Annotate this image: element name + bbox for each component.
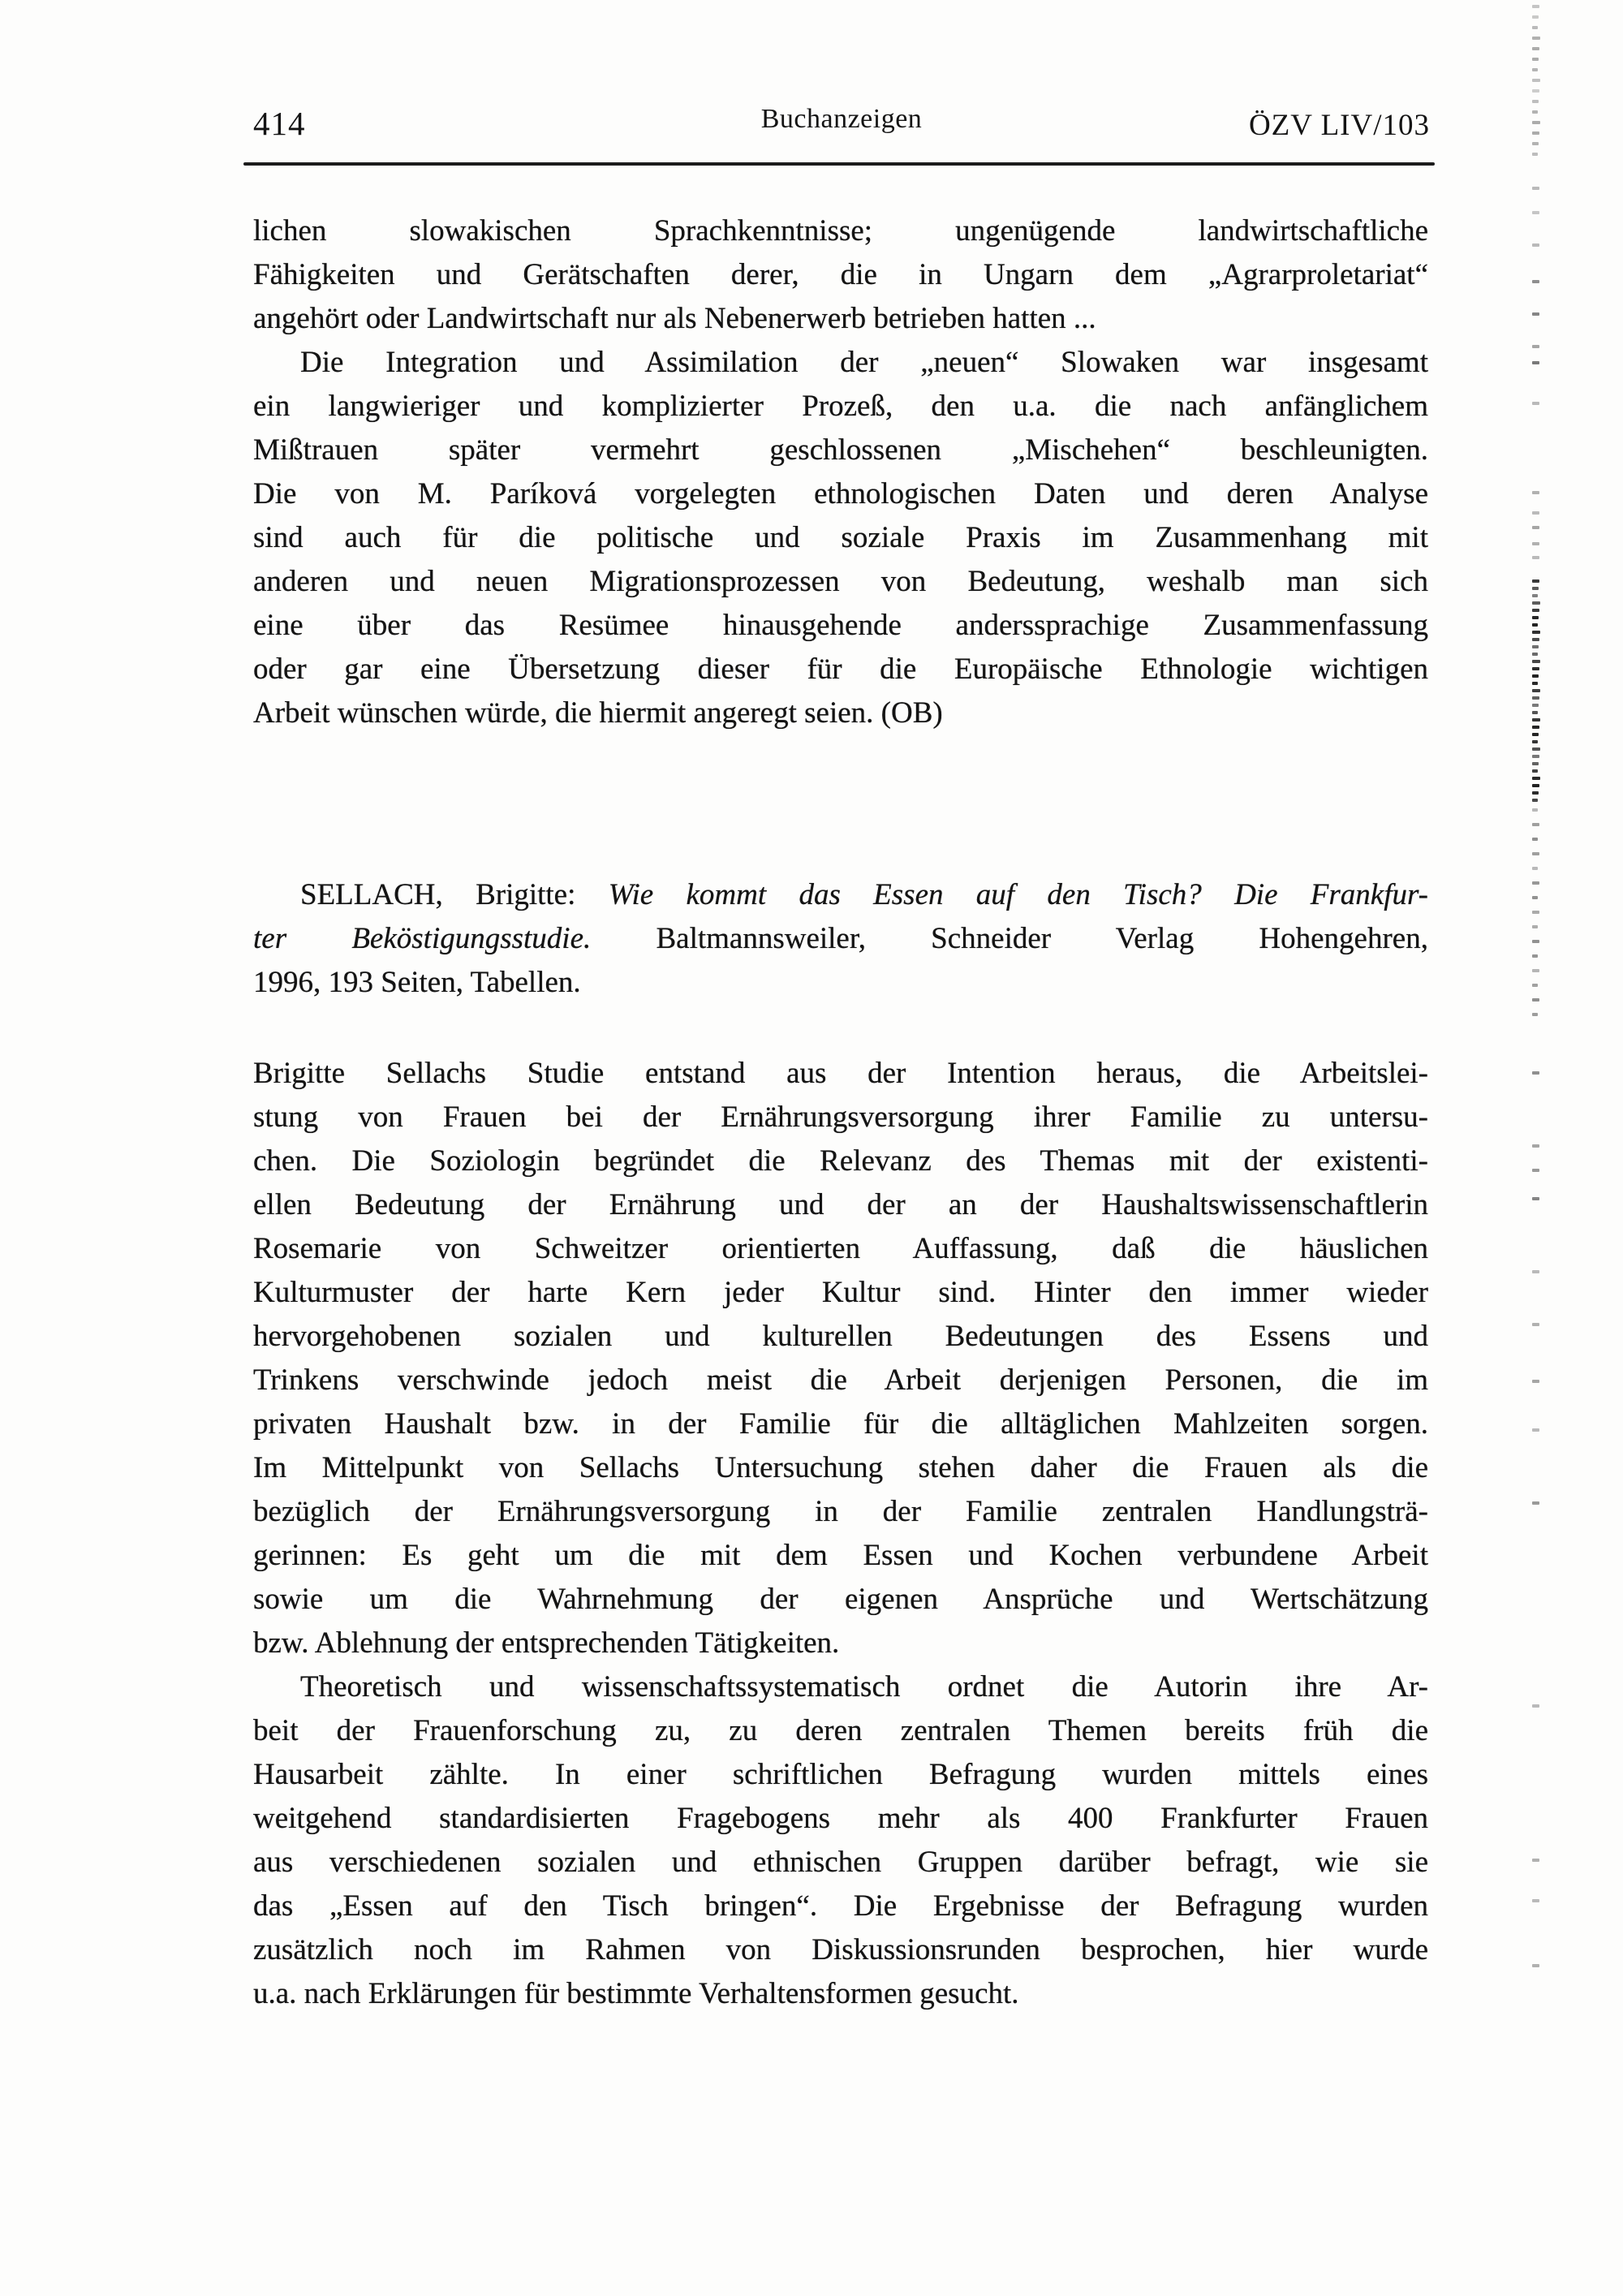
text-line [253, 341, 1428, 385]
scan-noise-mark [1532, 777, 1540, 780]
text-line [253, 1753, 1428, 1797]
text-segment: Baltmannsweiler, Schneider Verlag Hohengehren, [591, 922, 1428, 955]
text-segment: SELLACH, Brigitte: [300, 878, 609, 911]
text-line [253, 1578, 1428, 1622]
scan-noise-mark [1532, 667, 1539, 670]
text-column [253, 209, 1428, 2016]
text-segment: Die Integration und Assimilation der „neuen“ Slowaken war insgesamt [300, 346, 1428, 379]
scan-noise-mark [1532, 954, 1538, 958]
text-segment: gerinnen: Es geht um die mit dem Essen und Kochen verbundene Arbeit [253, 1539, 1428, 1572]
text-line [253, 961, 1428, 1005]
scan-noise-mark [1532, 682, 1538, 685]
scan-edge-artifacts [1532, 0, 1542, 2296]
text-segment: Hausarbeit zählte. In einer schriftlichen Befragung wurden mittels eines [253, 1758, 1428, 1791]
text-line [253, 1841, 1428, 1885]
scan-noise-mark [1532, 243, 1539, 247]
scan-noise-mark [1532, 799, 1538, 802]
scan-noise-mark [1532, 131, 1539, 135]
text-segment: bezüglich der Ernährungsversorgung in der Familie zentralen Handlungsträ- [253, 1495, 1428, 1528]
text-line [253, 1052, 1428, 1096]
scan-noise-mark [1532, 616, 1539, 619]
scan-noise-mark [1532, 526, 1539, 529]
scan-noise-mark [1532, 142, 1539, 145]
text-line [253, 648, 1428, 691]
scan-noise-mark [1532, 79, 1540, 82]
text-line [253, 472, 1428, 516]
scan-noise-mark [1532, 312, 1539, 316]
text-line [253, 873, 1428, 917]
scan-noise-mark [1532, 1428, 1539, 1432]
scan-noise-mark [1532, 1964, 1539, 1967]
scan-noise-mark [1532, 47, 1539, 50]
text-segment: Brigitte Sellachs Studie entstand aus der Intention heraus, die Arbeitslei- [253, 1057, 1428, 1090]
scan-noise-mark [1532, 402, 1539, 405]
text-line [253, 1315, 1428, 1359]
text-segment: chen. Die Soziologin begründet die Relevanz des Themas mit der existenti- [253, 1144, 1428, 1178]
scan-noise-mark [1532, 542, 1539, 545]
scan-noise-mark [1532, 89, 1539, 93]
text-segment: Theoretisch und wissenschaftssystematisch ordnet die Autorin ihre Ar- [300, 1670, 1428, 1704]
scan-noise-mark [1532, 740, 1538, 743]
scan-noise-mark [1532, 361, 1539, 364]
italic-text-segment: ter Beköstigungsstudie. [253, 922, 592, 955]
text-line [253, 691, 1428, 735]
text-segment: Die von M. Paríková vorgelegten ethnologischen Daten und deren Analyse [253, 477, 1428, 510]
scan-noise-mark [1532, 579, 1539, 583]
scan-noise-mark [1532, 791, 1539, 795]
scan-noise-mark [1532, 984, 1538, 987]
text-line [253, 1885, 1428, 1928]
text-segment: ellen Bedeutung der Ernährung und der an der Haushaltswissenschaftlerin [253, 1188, 1428, 1221]
text-segment: aus verschiedenen sozialen und ethnischen Gruppen darüber befragt, wie sie [253, 1846, 1428, 1879]
text-segment: oder gar eine Übersetzung dieser für die Europäische Ethnologie wichtigen [253, 653, 1428, 686]
page-number: 414 [253, 105, 306, 142]
scan-noise-mark [1532, 852, 1539, 855]
text-segment: Kulturmuster der harte Kern jeder Kultur sind. Hinter den immer wieder [253, 1276, 1428, 1309]
scan-noise-mark [1532, 660, 1540, 663]
text-line [253, 917, 1428, 961]
scan-noise-mark [1532, 594, 1538, 597]
scan-noise-mark [1532, 100, 1539, 103]
scan-noise-mark [1532, 896, 1538, 899]
scan-noise-mark [1532, 1380, 1539, 1383]
scan-noise-mark [1532, 609, 1539, 612]
scan-noise-mark [1532, 718, 1540, 722]
scan-noise-mark [1532, 511, 1539, 515]
scan-noise-mark [1532, 711, 1538, 714]
text-line [253, 1622, 1428, 1665]
text-segment: privaten Haushalt bzw. in der Familie für die alltäglichen Mahlzeiten sorgen. [253, 1407, 1428, 1441]
scan-noise-mark [1532, 689, 1540, 692]
scan-noise-mark [1532, 58, 1539, 61]
text-segment: Trinkens verschwinde jedoch meist die Arbeit derjenigen Personen, die im [253, 1363, 1428, 1397]
text-segment: 1996, 193 Seiten, Tabellen. [253, 966, 581, 999]
text-line [253, 1271, 1428, 1315]
text-line [253, 297, 1428, 341]
scan-noise-mark [1532, 211, 1539, 214]
text-segment: lichen slowakischen Sprachkenntnisse; ungenügende landwirtschaftliche [253, 214, 1428, 248]
scan-noise-mark [1532, 26, 1538, 29]
running-title: Buchanzeigen [760, 104, 923, 134]
scan-noise-mark [1532, 881, 1539, 885]
text-segment: das „Essen auf den Tisch bringen“. Die Ergebnisse der Befragung wurden [253, 1889, 1428, 1923]
scan-noise-mark [1532, 491, 1539, 494]
scan-noise-mark [1532, 153, 1538, 156]
scan-noise-mark [1532, 556, 1539, 559]
scan-noise-mark [1532, 747, 1540, 751]
scan-noise-mark [1532, 1144, 1539, 1148]
paragraph-sellach-study-intro [253, 1052, 1428, 1665]
text-segment: ein langwieriger und komplizierter Prozeß, den u.a. die nach anfänglichem [253, 390, 1428, 423]
scan-noise-mark [1532, 925, 1538, 928]
scan-noise-mark [1532, 623, 1538, 627]
scan-noise-mark [1532, 645, 1539, 648]
scan-noise-mark [1532, 587, 1539, 590]
text-line [253, 604, 1428, 648]
bibliographic-citation-sellach [253, 873, 1428, 1005]
scan-noise-mark [1532, 696, 1539, 700]
scan-noise-mark [1532, 1899, 1539, 1902]
text-line [253, 560, 1428, 604]
text-line [253, 429, 1428, 472]
text-line [253, 1183, 1428, 1227]
text-line [253, 1446, 1428, 1490]
scan-noise-mark [1532, 808, 1538, 812]
scan-noise-mark [1532, 726, 1539, 729]
scan-noise-mark [1532, 733, 1539, 736]
text-line [253, 1972, 1428, 2016]
text-line [253, 1096, 1428, 1139]
text-line [253, 1227, 1428, 1271]
text-segment: beit der Frauenforschung zu, zu deren zentralen Themen bereits früh die [253, 1714, 1428, 1747]
scan-noise-mark [1532, 969, 1539, 972]
scan-noise-mark [1532, 784, 1539, 787]
text-line [253, 1928, 1428, 1972]
text-line [253, 1534, 1428, 1578]
paragraph-integration-assimilation [253, 341, 1428, 735]
paragraph-continuation-pariks-review [253, 209, 1428, 341]
scan-noise-mark [1532, 5, 1539, 8]
header-rule [243, 162, 1435, 166]
scan-noise-mark [1532, 345, 1539, 348]
scan-noise-mark [1532, 998, 1539, 1002]
text-segment: Rosemarie von Schweitzer orientierten Auffassung, daß die häuslichen [253, 1232, 1428, 1265]
text-line [253, 1490, 1428, 1534]
page-header [253, 104, 1430, 146]
text-segment: zusätzlich noch im Rahmen von Diskussionsrunden besprochen, hier wurde [253, 1933, 1428, 1966]
text-segment: Im Mittelpunkt von Sellachs Untersuchung stehen daher die Frauen als die [253, 1451, 1428, 1484]
scan-noise-mark [1532, 653, 1538, 656]
text-segment: Arbeit wünschen würde, die hiermit angeregt seien. (OB) [253, 696, 943, 730]
scan-noise-mark [1532, 838, 1538, 841]
text-line [253, 1139, 1428, 1183]
scan-noise-mark [1532, 37, 1540, 40]
text-segment: stung von Frauen bei der Ernährungsversorgung ihrer Familie zu untersu- [253, 1101, 1428, 1134]
journal-reference: ÖZV LIV/103 [1248, 109, 1430, 142]
scan-noise-mark [1532, 1323, 1539, 1326]
text-segment: sind auch für die politische und soziale Praxis im Zusammenhang mit [253, 521, 1428, 554]
scan-noise-mark [1532, 280, 1539, 283]
text-segment: eine über das Resümee hinausgehende anderssprachige Zusammenfassung [253, 609, 1428, 642]
text-line [253, 209, 1428, 253]
text-line [253, 1665, 1428, 1709]
italic-text-segment: Wie kommt das Essen auf den Tisch? Die Frankfur- [608, 878, 1428, 911]
scan-noise-mark [1532, 1501, 1539, 1505]
scan-noise-mark [1532, 601, 1540, 605]
scan-noise-mark [1532, 1270, 1539, 1273]
text-line [253, 1797, 1428, 1841]
text-line [253, 1359, 1428, 1402]
text-segment: bzw. Ablehnung der entsprechenden Tätigkeiten. [253, 1626, 840, 1660]
scan-noise-mark [1532, 911, 1539, 914]
text-line [253, 1402, 1428, 1446]
text-segment: weitgehend standardisierten Fragebogens mehr als 400 Frankfurter Frauen [253, 1802, 1428, 1835]
scan-noise-mark [1532, 631, 1540, 634]
scan-noise-mark [1532, 1704, 1539, 1708]
scan-noise-mark [1532, 68, 1538, 71]
scan-noise-mark [1532, 1859, 1539, 1862]
scan-noise-mark [1532, 762, 1539, 765]
scan-noise-mark [1532, 121, 1540, 124]
scan-noise-mark [1532, 638, 1539, 641]
text-segment: u.a. nach Erklärungen für bestimmte Verhaltensformen gesucht. [253, 1977, 1019, 2010]
scan-noise-mark [1532, 1071, 1539, 1075]
scan-noise-mark [1532, 823, 1539, 826]
scan-noise-mark [1532, 1169, 1539, 1172]
text-line [253, 1709, 1428, 1753]
text-line [253, 516, 1428, 560]
scan-noise-mark [1532, 1013, 1538, 1016]
scan-noise-mark [1532, 15, 1539, 19]
paragraph-sellach-method [253, 1665, 1428, 2016]
scan-noise-mark [1532, 769, 1538, 773]
scan-noise-mark [1532, 940, 1539, 943]
scan-noise-mark [1532, 755, 1539, 758]
scan-noise-mark [1532, 867, 1538, 870]
text-segment: anderen und neuen Migrationsprozessen von Bedeutung, weshalb man sich [253, 565, 1428, 598]
text-segment: Mißtrauen später vermehrt geschlossenen „Mischehen“ beschleunigten. [253, 433, 1428, 467]
text-line [253, 385, 1428, 429]
text-segment: hervorgehobenen sozialen und kulturellen Bedeutungen des Essens und [253, 1320, 1428, 1353]
scan-noise-mark [1532, 187, 1539, 190]
scan-noise-mark [1532, 110, 1538, 114]
scan-noise-mark [1532, 674, 1539, 678]
text-segment: Fähigkeiten und Gerätschaften derer, die in Ungarn dem „Agrarproletariat“ [253, 258, 1428, 291]
scan-noise-mark [1532, 704, 1539, 707]
scan-noise-mark [1532, 1197, 1539, 1200]
text-segment: sowie um die Wahrnehmung der eigenen Ansprüche und Wertschätzung [253, 1583, 1428, 1616]
text-line [253, 253, 1428, 297]
text-segment: angehört oder Landwirtschaft nur als Nebenerwerb betrieben hatten ... [253, 302, 1096, 335]
